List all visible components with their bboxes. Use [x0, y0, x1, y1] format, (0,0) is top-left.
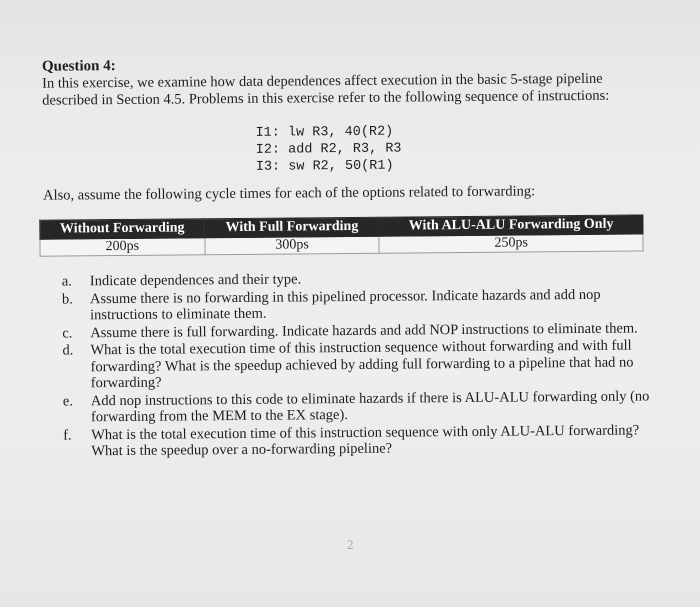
instruction-line: I1: lw R3, 40(R2): [255, 124, 394, 141]
list-marker: e.: [62, 392, 74, 410]
instruction-sequence: [255, 124, 401, 176]
table-cell: 300ps: [205, 236, 380, 255]
list-item-text: Assume there is full forwarding. Indicate hazards and add NOP instructions to eliminate them.: [90, 319, 638, 341]
list-item-text: Add nop instructions to this code to eliminate hazards if there is ALU-ALU forwarding only (no forwarding from the MEM to the EX stage).: [90, 387, 650, 426]
list-item: [63, 388, 653, 426]
table-header-cell: With Full Forwarding: [204, 217, 379, 238]
list-item: [62, 286, 652, 324]
table-cell: 250ps: [379, 234, 643, 253]
page-number: 2: [347, 536, 354, 553]
list-marker: d.: [62, 342, 74, 359]
list-item-text: What is the total execution time of this instruction sequence with only ALU-ALU forwarding? What is the speedup over a no-forwarding pipeline?: [91, 421, 640, 460]
cycle-times-table: [39, 214, 643, 256]
question-intro: In this exercise, we examine how data dependences affect execution in the basic 5-stage pipeline described in Section 4.5. Problems in this exercise refer to the following sequence of instructions:: [42, 70, 610, 109]
list-marker: b.: [61, 290, 73, 308]
list-marker: c.: [62, 324, 73, 342]
instruction-line: I3: sw R2, 50(R1): [255, 158, 394, 175]
list-marker: a.: [61, 273, 72, 290]
list-marker: f.: [63, 426, 72, 444]
question-title: Question 4:: [41, 58, 116, 75]
cycle-times-intro: Also, assume the following cycle times for each of the options related to forwarding:: [43, 183, 536, 204]
table-header-cell: Without Forwarding: [40, 219, 205, 239]
list-item-text: What is the total execution time of this instruction sequence without forwarding and with full forwarding? What is the speedup achieved by adding full forwarding to a pipeline that had no forwarding?: [90, 337, 634, 392]
list-item-text: Assume there is no forwarding in this pipelined processor. Indicate hazards and add nop instructions to eliminate them.: [89, 286, 601, 324]
table-header-cell: With ALU-ALU Forwarding Only: [379, 215, 643, 236]
list-item-text: Indicate dependences and their type.: [89, 271, 302, 290]
instruction-line: I2: add R2, R3, R3: [255, 141, 402, 158]
table-cell: 200ps: [40, 238, 205, 256]
list-item: [63, 422, 653, 460]
list-item: [62, 337, 652, 392]
question-parts-list: [62, 268, 654, 461]
